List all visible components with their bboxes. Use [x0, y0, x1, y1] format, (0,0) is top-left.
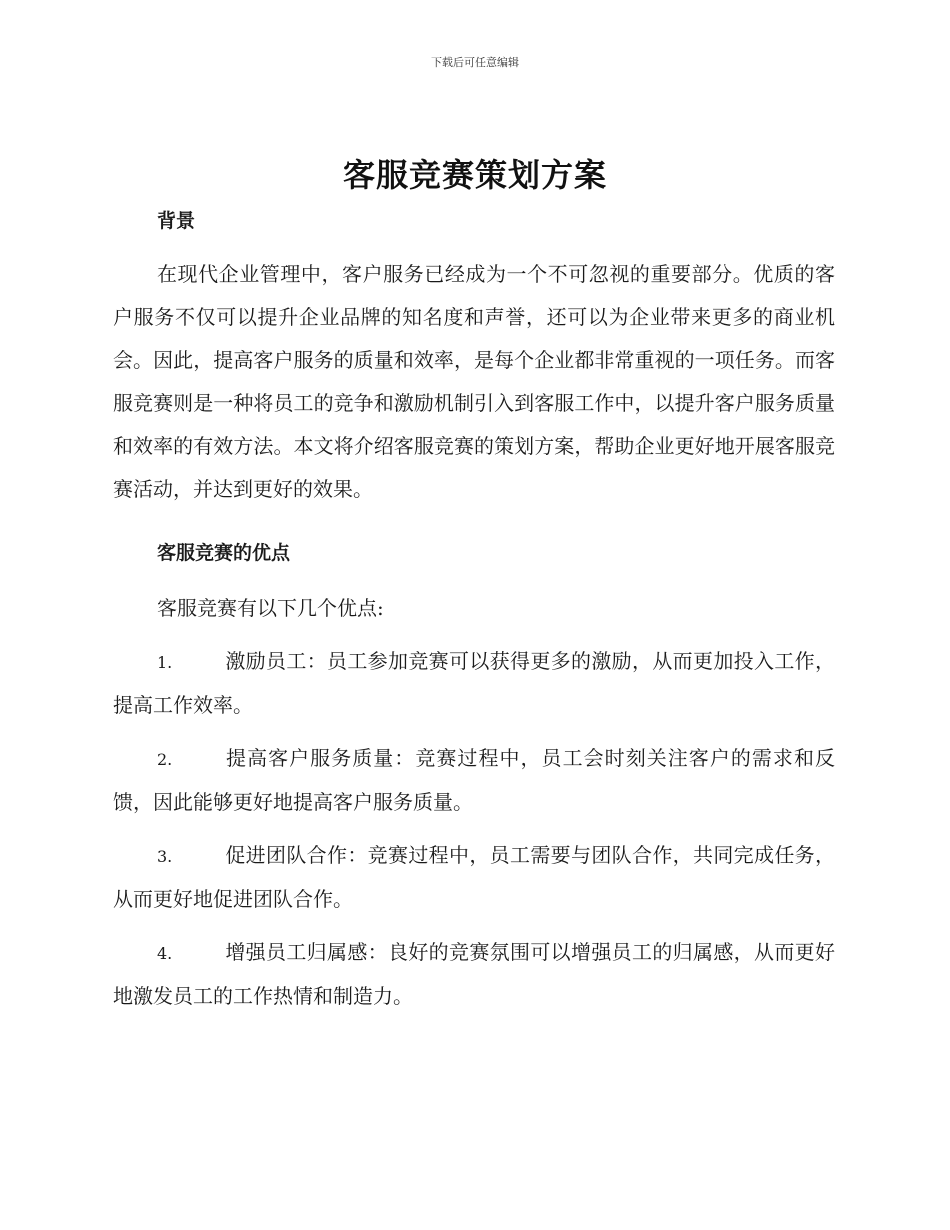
list-item-text: 增强员工归属感：良好的竞赛氛围可以增强员工的归属感，从而更好地激发员工的工作热情和制造力。 [113, 940, 835, 1008]
list-item-number: 1. [157, 653, 173, 672]
list-item-text: 提高客户服务质量：竞赛过程中，员工会时刻关注客户的需求和反馈，因此能够更好地提高客户服务质量。 [113, 746, 835, 814]
document-title: 客服竞赛策划方案 [342, 156, 607, 194]
list-item-text: 促进团队合作：竞赛过程中，员工需要与团队合作，共同完成任务，从而更好地促进团队合作。 [113, 843, 835, 911]
list-item [113, 834, 835, 921]
list-item [113, 640, 835, 727]
list-item-number: 2. [157, 750, 173, 769]
list-item [113, 737, 835, 824]
list-item-text: 激励员工：员工参加竞赛可以获得更多的激励，从而更加投入工作，提高工作效率。 [113, 649, 835, 717]
list-item-number: 3. [157, 847, 173, 866]
list-item-number: 4. [157, 944, 173, 963]
document-body [113, 203, 835, 1018]
background-paragraph: 在现代企业管理中，客户服务已经成为一个不可忽视的重要部分。优质的客户服务不仅可以提升企业品牌的知名度和声誉，还可以为企业带来更多的商业机会。因此，提高客户服务的质量和效率，是每个企业都非常重视的一项任务。而客服竞赛则是一种将员工的竞争和激励机制引入到客服工作中，以提升客户服务质量和效率的有效方法。本文将介绍客服竞赛的策划方案，帮助企业更好地开展客服竞赛活动，并达到更好的效果。 [113, 262, 835, 501]
section-heading-background: 背景 [157, 210, 196, 232]
section-heading-advantages: 客服竞赛的优点 [157, 542, 291, 564]
header-note: 下载后可任意编辑 [431, 56, 519, 69]
advantages-list [113, 640, 835, 1018]
list-item [113, 931, 835, 1018]
advantages-lead: 客服竞赛有以下几个优点: [157, 596, 384, 620]
